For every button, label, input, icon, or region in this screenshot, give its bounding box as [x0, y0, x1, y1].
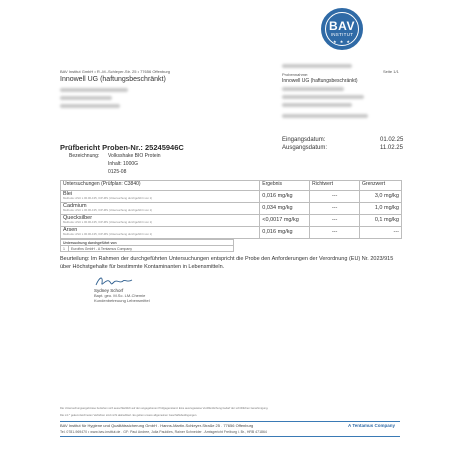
guide-value: ---	[310, 227, 360, 239]
footer-divider-bottom	[60, 436, 400, 437]
lab-legend-text: Eurofins GmbH - A Tentamus Company	[69, 246, 234, 252]
received-date-value: 01.02.25	[380, 137, 404, 143]
lab-legend-header: Untersuchung durchgeführt von	[61, 240, 234, 246]
col-header-guide: Richtwert	[310, 181, 360, 191]
footer-contact-line: Tel. 0781-969470 • www.bav-institut.de . GF: Paul Andree, Julia Pauldies, Rainer Schneider . Amtsgericht Freiburg i. Br., HRB 471864	[60, 430, 267, 434]
signatory-role: Kundenbetreuung Lebensmittel	[94, 298, 150, 303]
table-row	[61, 191, 402, 203]
redacted-header-line	[282, 64, 352, 68]
redacted-sample-line	[282, 87, 344, 91]
batch-value: 0125-08	[108, 169, 127, 175]
footer-divider	[60, 421, 400, 422]
guide-value: ---	[310, 215, 360, 227]
issued-date-value: 11.02.25	[380, 145, 403, 151]
logo-stars: ★ ★ ★	[333, 39, 351, 44]
page-number: Seite 1/1	[383, 69, 399, 74]
analyte-method: Methode: ASU L 00.00-135, ICP-MS (Untersuchung durchgeführt von 1)	[63, 208, 153, 212]
assessment-text: Beurteilung: Im Rahmen der durchgeführten Untersuchungen entspricht die Probe den Anforderungen der Verordnung (EU) Nr. 2023/915 über Höchstgehalte für bestimmte Kontaminanten in Lebensmitteln.	[60, 256, 394, 270]
analyte-method: Methode: ASU L 00.00-135, ICP-MS (Untersuchung durchgeführt von 1)	[63, 196, 153, 200]
footer-brand: A Tentamus Company	[348, 423, 396, 428]
table-row	[61, 215, 402, 227]
col-header-result: Ergebnis	[260, 181, 310, 191]
analyte-method: Methode: ASU L 00.00-135, ICP-MS (Untersuchung durchgeführt von 1)	[63, 232, 153, 236]
received-date-label: Eingangsdatum:	[282, 137, 326, 143]
analyte-name: Quecksilber	[63, 215, 93, 221]
limit-value: 3,0 mg/kg	[360, 191, 402, 203]
footer-company-line: BAV Institut für Hygiene und Qualitätssicherung GmbH . Hanns-Martin-Schleyer-Straße 25 . 77656 Offenburg	[60, 423, 254, 428]
col-header-analysis: Untersuchungen (Prüfplan: C3840)	[61, 181, 260, 191]
footnote-1: Die Untersuchungsergebnisse beziehen sich ausschließlich auf den angegebenen Prüfgegenstand. Eine auszugsweise Veröffentlichung bedarf der schriftlichen Genehmigung.	[60, 407, 269, 410]
bav-logo	[321, 8, 363, 50]
col-header-limit: Grenzwert	[360, 181, 402, 191]
guide-value: ---	[310, 191, 360, 203]
redacted-sample-line	[282, 103, 352, 107]
report-title: Prüfbericht Proben-Nr.: 25245946C	[60, 143, 184, 152]
lab-legend-table	[60, 239, 234, 252]
redacted-address-line	[60, 104, 120, 108]
analyte-name: Cadmium	[63, 203, 87, 209]
redacted-sample-line	[282, 95, 364, 99]
result-value: 0,016 mg/kg	[260, 191, 310, 203]
redacted-sample-line	[282, 114, 368, 118]
analyte-name: Blei	[63, 191, 73, 197]
table-row	[61, 227, 402, 239]
sample-label: Probennahme:	[282, 72, 309, 77]
signature-mark	[94, 274, 134, 288]
table-row	[61, 203, 402, 215]
limit-value: ---	[360, 227, 402, 239]
signatory-title: Bapt. geo. M.Sc. LM-Chemie	[94, 293, 146, 298]
analyte-name: Arsen	[63, 227, 78, 233]
limit-value: 0,1 mg/kg	[360, 215, 402, 227]
logo-main-text: BAV	[329, 19, 355, 33]
logo-sub-text: INSTITUT	[330, 32, 354, 37]
analyte-method: Methode: ASU L 00.00-135, ICP-MS (Untersuchung durchgeführt von 1)	[63, 220, 153, 224]
result-value: 0,034 mg/kg	[260, 203, 310, 215]
lab-legend-num: 1	[61, 246, 69, 252]
sample-company: Innowell UG (haftungsbeschränkt)	[282, 78, 358, 84]
table-header-row	[61, 181, 402, 191]
footnote-2: Die mit * gekennzeichneten Verfahren sind nicht akkreditiert. Es gelten unsere allgemeinen Geschäftsbedingungen.	[60, 414, 198, 417]
designation-label: Bezeichnung:	[69, 153, 100, 159]
recipient-company: Innowell UG (haftungsbeschränkt)	[60, 76, 166, 83]
result-value: <0,0017 mg/kg	[260, 215, 310, 227]
signatory-name: Sydney Schorf	[94, 288, 124, 293]
guide-value: ---	[310, 203, 360, 215]
result-value: 0,016 mg/kg	[260, 227, 310, 239]
redacted-address-line	[60, 88, 128, 92]
results-table	[60, 180, 402, 239]
redacted-address-line	[60, 96, 112, 100]
designation-value: Volksshake BIO Protein	[108, 153, 161, 159]
sender-line: BAV Institut GmbH • R.-M.-Schleyer-Str. 25 • 77656 Offenburg	[60, 69, 171, 74]
issued-date-label: Ausgangsdatum:	[282, 145, 328, 151]
content-value: Inhalt: 1000G	[108, 161, 139, 167]
limit-value: 1,0 mg/kg	[360, 203, 402, 215]
